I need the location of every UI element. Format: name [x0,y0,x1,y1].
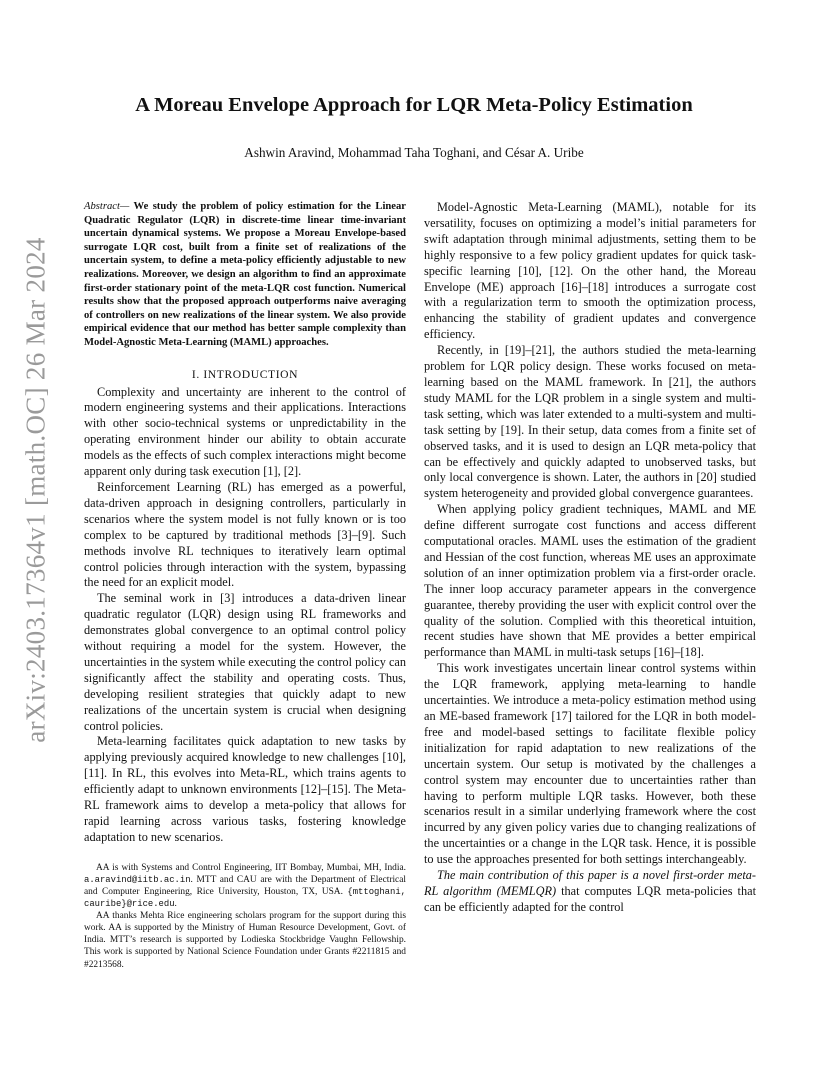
footnote-affiliations [84,862,406,910]
arxiv-stamp-text: arXiv:2403.17364v1 [math.OC] 26 Mar 2024 [20,237,51,743]
footnote-affiliation-text: . [174,899,177,910]
abstract [84,200,406,350]
left-column [84,200,406,971]
arxiv-stamp [22,230,50,750]
intro-paragraph: Meta-learning facilitates quick adaptation to new tasks by applying previously acquired knowledge to new challenges [10], [11]. In RL, this evolves into Meta-RL, which trains agents to efficiently adapt to unknown environments [12]–[15]. The Meta-RL framework aims to develop a meta-policy that allows for rapid learning across various tasks, fostering knowledge adaptation to new scenarios. [84,734,406,844]
email-aravind: a.aravind@iitb.ac.in [84,874,191,885]
body-paragraph: This work investigates uncertain linear control systems within the LQR framework, applying meta-learning to handle uncertainties. We introduce a meta-policy estimation method using an ME-based framework [17] tailored for the LQR in both model-free and model-based settings to facilitate flexible policy initialization for rapid adaptation to new realizations of the uncertain system. Our setup is motivated by the challenges a control system may encounter due to uncertainties rather than having to perform multiple LQR tasks. However, both these scenarios result in a similar underlying framework where the cost incurred by any given policy varies due to changing realizations of the uncertainties or a change in the LQR task. Hence, it is possible to use the approaches presented for both settings interchangeably. [424,661,756,867]
abstract-label: Abstract— [84,201,130,212]
abstract-text: We study the problem of policy estimation for the Linear Quadratic Regulator (LQR) in discrete-time linear time-invariant uncertain dynamical systems. We propose a Moreau Envelope-based surrogate LQR cost, built from a finite set of realizations of the uncertain system, to define a meta-policy efficiently adjustable to new realizations. Moreover, we design an algorithm to find an approximate first-order stationary point of the meta-LQR cost function. Numerical results show that the proposed approach outperforms naive averaging of controllers on new realizations of the linear system. We also provide empirical evidence that our method has better sample complexity than Model-Agnostic Meta-Learning (MAML) approaches. [84,201,406,348]
footnotes [84,862,406,971]
footnote-affiliation-text: . MTT and CAU are with the Department of Electrical and Computer Engineering, Rice University, Houston, TX, USA. [84,874,406,897]
intro-paragraph: The seminal work in [3] introduces a data-driven linear quadratic regulator (LQR) design using RL frameworks and demonstrates global convergence to an optimal control policy without requiring a model for the system. However, the uncertainties in the system while executing the control policy can significantly affect the stability and operating costs. Thus, developing resilient strategies that quickly adapt to new realizations of the uncertain system is crucial when designing control policies. [84,591,407,733]
body-paragraph: Recently, in [19]–[21], the authors studied the meta-learning problem for LQR policy design. These works focused on meta-learning based on the MAML framework. In [21], the authors study MAML for the LQR problem in a single system and multi-task setting, which was later extended to a multi-system and multi-task setting by [19]. In their setup, data comes from a finite set of observed tasks, and it is used to design an LQR meta-policy that can be effectively and quickly adapted to unobserved tasks, but only local convergence is shown. Later, the authors in [20] studied system heterogeneity and provided global convergence guarantees. [424,343,756,501]
footnote-funding: AA thanks Mehta Rice engineering scholars program for the support during this work. AA is supported by the Ministry of Human Resource Development, Govt. of India. MTT’s research is supported by Lodieska Stockbridge Vaughn Fellowship. This work is supported by National Science Foundation under Grants #2211815 and #2213568. [84,911,406,970]
section-heading-introduction: I. INTRODUCTION [191,367,299,381]
contribution-paragraph [424,868,756,916]
email-rice: {mttoghani, cauribe}@rice.edu [84,887,406,910]
right-column [424,200,756,916]
contribution-emphasis: The main contribution of this paper is a novel first-order meta-RL algorithm (MEMLQR) [424,868,756,898]
intro-paragraph: Reinforcement Learning (RL) has emerged as a powerful, data-driven approach in designing controllers, particularly in scenarios where the system model is not fully known or is too complex to be captured by traditional methods [3]–[9]. Such methods involve RL techniques to iteratively learn optimal control policies through interaction with the system, bypassing the need for an explicit model. [84,479,406,590]
body-paragraph: When applying policy gradient techniques, MAML and ME define different surrogate cost functions and access different computational oracles. MAML uses the estimation of the gradient and Hessian of the cost function, whereas ME uses an approximate solution of an inner optimization problem via a first-order oracle. The inner loop accuracy parameter appears in the convergence guarantee, thereby providing the user with explicit control over the quality of the solution. Complied with this theoretical intuition, recent studies have shown that ME provides a better empirical performance than MAML in multi-task setups [16]–[18]. [424,502,756,660]
contribution-text: that computes LQR meta-policies that can be efficiently adapted for the control [424,883,756,914]
footnote-affiliation-text: AA is with Systems and Control Engineering, IIT Bombay, Mumbai, MH, India. [96,862,406,873]
intro-paragraph: Complexity and uncertainty are inherent to the control of modern engineering systems and their applications. Interactions with other socio-technical systems or unpredictability in the operating environment hinder our ability to obtain accurate models as the effects of such complex interactions might become apparent only during task execution [1], [2]. [84,384,406,479]
paper-title: A Moreau Envelope Approach for LQR Meta-Policy Estimation [135,94,693,116]
paper-authors: Ashwin Aravind, Mohammad Taha Toghani, and César A. Uribe [244,145,584,160]
body-paragraph: Model-Agnostic Meta-Learning (MAML), notable for its versatility, focuses on optimizing a model’s initial parameters for swift adaptation through minimal adjustments, setting them to be highly responsive to a few policy gradient updates for quick task-specific learning [10], [12]. On the other hand, the Moreau Envelope (ME) approach [16]–[18] introduces a surrogate cost with a regularization term to smooth the optimization process, enhancing the stability of gradient updates and convergence efficiency. [424,200,756,342]
